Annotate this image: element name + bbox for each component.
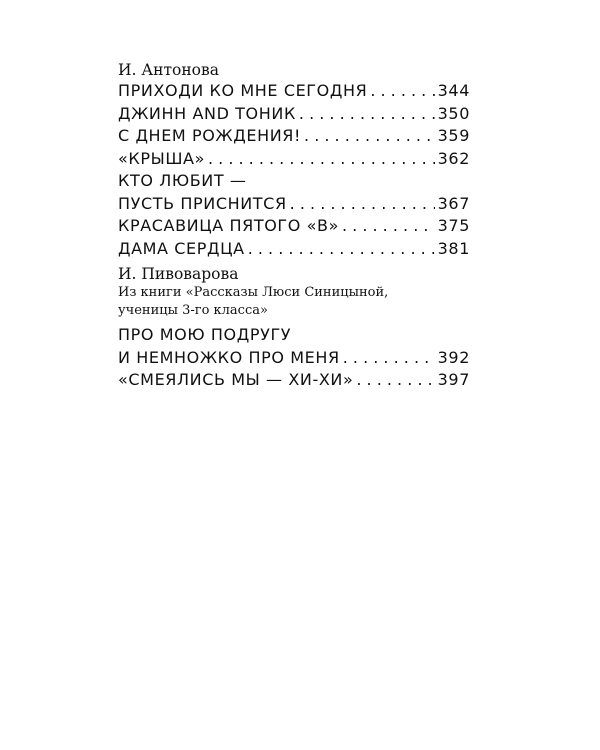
book-note: ученицы 3-го класса» — [118, 303, 268, 318]
toc-entry[interactable] — [118, 193, 470, 216]
dot-leader — [248, 238, 435, 261]
dot-leader — [208, 148, 435, 171]
dot-leader — [342, 215, 435, 238]
page-number: 397 — [437, 370, 470, 389]
toc-entry[interactable] — [118, 148, 470, 171]
dot-leader — [356, 369, 434, 392]
dot-leader — [299, 103, 435, 126]
dot-leader — [343, 347, 435, 370]
entry-title: ПРИХОДИ КО МНЕ СЕГОДНЯ — [118, 81, 368, 100]
entry-title: И НЕМНОЖКО ПРО МЕНЯ — [118, 347, 340, 367]
dot-leader — [290, 193, 435, 216]
page-number: 375 — [437, 216, 470, 235]
page-number: 367 — [437, 193, 470, 213]
dot-leader — [370, 80, 434, 103]
entry-title: «КРЫША» — [118, 148, 205, 168]
toc-entry-title-line: ПРО МОЮ ПОДРУГУ — [118, 325, 292, 344]
dot-leader — [304, 125, 435, 148]
entry-title: С ДНЕМ РОЖДЕНИЯ! — [118, 126, 302, 145]
author-name: И. Антонова — [118, 61, 219, 79]
table-of-contents — [118, 60, 470, 392]
toc-entry[interactable] — [118, 103, 470, 126]
toc-entry[interactable] — [118, 215, 470, 238]
page-number: 362 — [437, 148, 470, 168]
toc-entry-title-line: КТО ЛЮБИТ — — [118, 171, 247, 190]
page-number: 381 — [437, 238, 470, 258]
author-name: И. Пивоварова — [118, 265, 239, 283]
toc-entry[interactable] — [118, 80, 470, 103]
toc-entry[interactable] — [118, 125, 470, 148]
page-number: 344 — [437, 81, 470, 100]
entry-title: ДАМА СЕРДЦА — [118, 238, 245, 258]
page-number: 359 — [437, 126, 470, 145]
entry-title: «СМЕЯЛИСЬ МЫ — ХИ-ХИ» — [118, 370, 354, 389]
page-number: 392 — [437, 347, 470, 367]
book-note: Из книги «Рассказы Люси Синицыной, — [118, 285, 389, 300]
entry-title: ДЖИНН AND ТОНИК — [118, 103, 296, 123]
page-number: 350 — [437, 103, 470, 123]
toc-entry[interactable] — [118, 347, 470, 370]
entry-title: КРАСАВИЦА ПЯТОГО «В» — [118, 216, 339, 235]
toc-entry[interactable] — [118, 238, 470, 261]
entry-title: ПУСТЬ ПРИСНИТСЯ — [118, 193, 287, 213]
toc-entry[interactable] — [118, 369, 470, 392]
